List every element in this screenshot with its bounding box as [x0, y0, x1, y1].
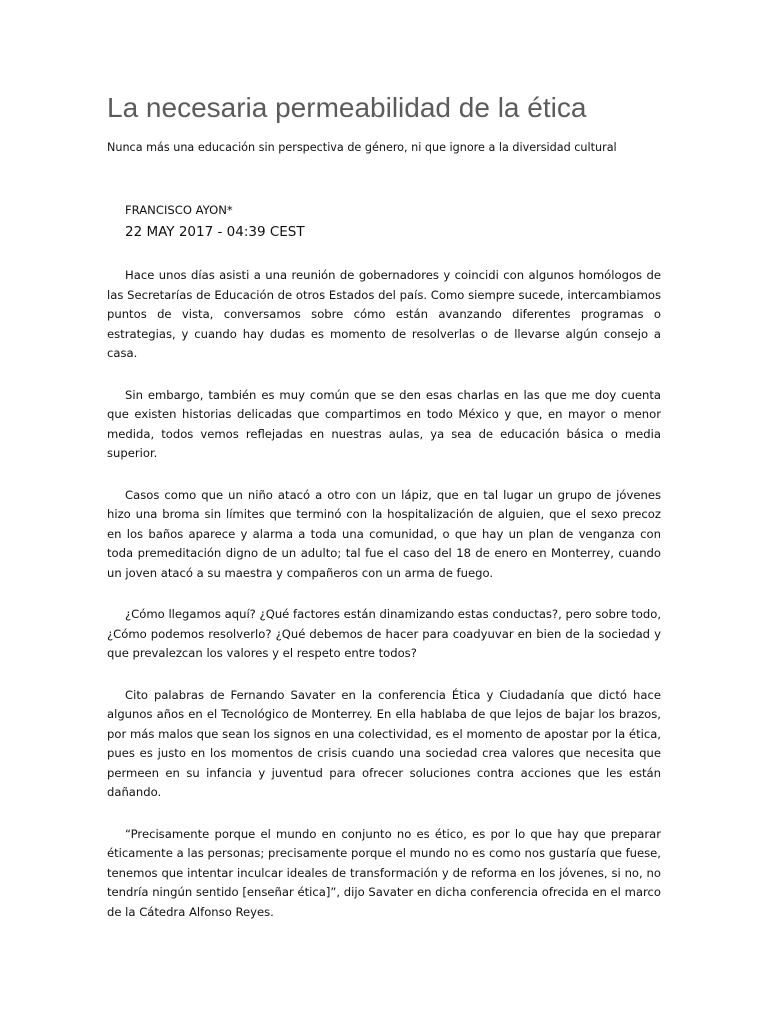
paragraph-3: Casos como que un niño atacó a otro con un lápiz, que en tal lugar un grupo de jóvenes hizo una broma sin límites que terminó con la hospitalización de alguien, que el sexo precoz en los baños aparece y alarma a toda una comunidad, o que hay un plan de venganza con toda premeditación digno de un adulto; tal fue el caso del 18 de enero en Monterrey, cuando un joven atacó a su maestra y compañeros con un arma de fuego.: [107, 487, 661, 580]
article-title: La necesaria permeabilidad de la ética: [107, 92, 587, 123]
article-body: [107, 266, 661, 944]
article-subtitle: Nunca más una educación sin perspectiva de género, ni que ignore a la diversidad cultural: [107, 141, 617, 154]
paragraph-4: ¿Cómo llegamos aquí? ¿Qué factores están dinamizando estas conductas?, pero sobre todo, ¿Cómo podemos resolverlo? ¿Qué debemos de hacer para coadyuvar en bien de la sociedad y que prevalezcan los valores y el respeto entre todos?: [107, 607, 661, 660]
paragraph-1: Hace unos días asisti a una reunión de gobernadores y coincidi con algunos homólogos de las Secretarías de Educación de otros Estados del país. Como siempre sucede, intercambiamos puntos de vista, conversamos sobre cómo están avanzando diferentes programas o estrategias, y cuando hay dudas es momento de resolverlas o de llevarse algún consejo a casa.: [107, 268, 661, 360]
article-date: 22 MAY 2017 - 04:39 CEST: [125, 224, 305, 240]
paragraph-5: Cito palabras de Fernando Savater en la conferencia Ética y Ciudadanía que dictó hace algunos años en el Tecnológico de Monterrey. En ella hablaba de que lejos de bajar los brazos, por más malos que sean los signos en una colectividad, es el momento de apostar por la ética, pues es justo en los momentos de crisis cuando una sociedad crea valores que necesita que permeen en su infancia y juventud para ofrecer soluciones contra acciones que les están dañando.: [107, 687, 661, 799]
paragraph-6: “Precisamente porque el mundo en conjunto no es ético, es por lo que hay que preparar éticamente a las personas; precisamente porque el mundo no es como nos gustaría que fuese, tenemos que intentar inculcar ideales de transformación y de reforma en los jóvenes, si no, no tendría ningún sentido [enseñar ética]”, dijo Savater en dicha conferencia ofrecida en el marco de la Cátedra Alfonso Reyes.: [107, 826, 661, 919]
article-author: FRANCISCO AYON*: [125, 203, 233, 217]
paragraph-2: Sin embargo, también es muy común que se den esas charlas en las que me doy cuenta que existen historias delicadas que compartimos en todo México y que, en mayor o menor medida, todos vemos reflejadas en nuestras aulas, ya sea de educación básica o media superior.: [107, 387, 661, 460]
